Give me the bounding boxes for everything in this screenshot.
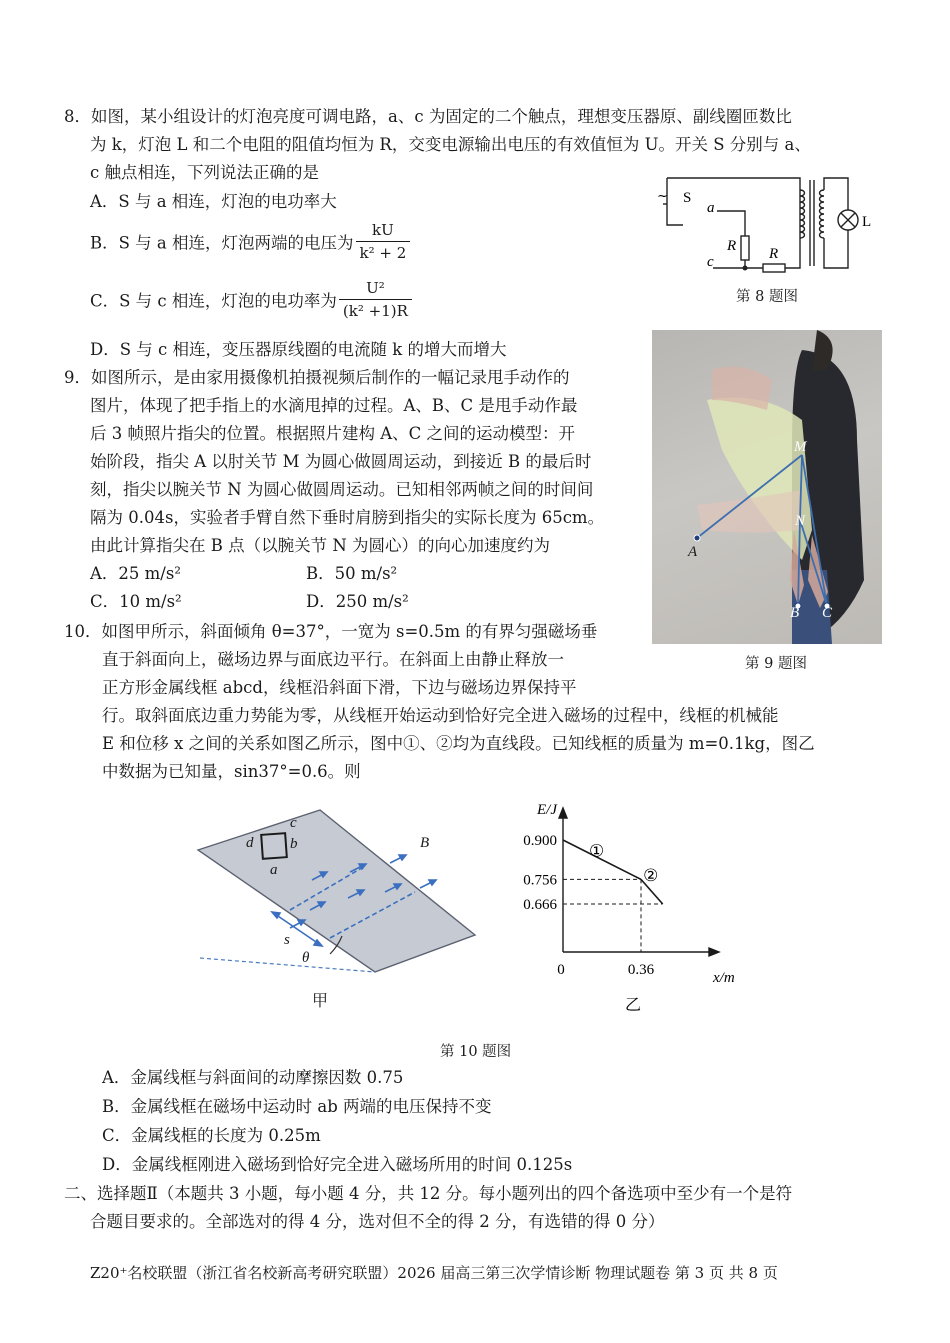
- q10-stem-line1: 10．如图甲所示，斜面倾角 θ=37°，一宽为 s=0.5m 的有界匀强磁场垂: [64, 622, 598, 641]
- q10-option-d: D．金属线框刚进入磁场到恰好完全进入磁场所用的时间 0.125s: [102, 1155, 573, 1174]
- q10-stem-line6: 中数据为已知量，sin37°=0.6。则: [102, 762, 361, 781]
- q8-figure-caption: 第 8 题图: [736, 289, 798, 305]
- q10-option-b: B．金属线框在磁场中运动时 ab 两端的电压保持不变: [102, 1097, 492, 1116]
- q8-stem-line2: 为 k，灯泡 L 和二个电阻的阻值均恒为 R，交变电源输出电压的有效值恒为 U。开关 S 分别与 a、: [90, 135, 811, 154]
- q10-jia-label-c: c: [290, 815, 297, 831]
- x-tick-label: 0.36: [627, 962, 655, 978]
- y-tick-label: 0.900: [523, 833, 557, 849]
- q9-stem-line3: 后 3 帧照片指尖的位置。根据照片建构 A、C 之间的运动模型：开: [90, 424, 576, 443]
- q8-option-b-numerator: kU: [356, 220, 411, 242]
- q8-circuit-diagram: [655, 170, 885, 280]
- section2-heading-text: 二、选择题Ⅱ（本题共 3 小题，每小题 4 分，共 12 分。每小题列出的四个备选项中至少有一个是符: [64, 1184, 793, 1203]
- q9-stem-line7: 由此计算指尖在 B 点（以腕关节 N 为圆心）的向心加速度约为: [90, 536, 551, 555]
- segment-1-label: ①: [589, 841, 605, 862]
- q9-label-m: M: [794, 439, 807, 455]
- y-tick-label: 0.666: [523, 897, 557, 913]
- q8-label-c: c: [707, 254, 714, 270]
- q9-label-b: B: [790, 605, 800, 621]
- q9-option-c: C．10 m/s²: [90, 592, 182, 611]
- q10-jia-label-d: d: [246, 835, 254, 851]
- q9-option-b: B．50 m/s²: [306, 564, 398, 583]
- q8-option-c-numerator: U²: [339, 278, 412, 300]
- q9-option-a: A．25 m/s²: [90, 564, 181, 583]
- q8-label-s: S: [683, 190, 692, 206]
- q10-jia-label-b: b: [290, 836, 298, 852]
- q8-label-r2: R: [769, 246, 779, 262]
- q8-label-r1: R: [727, 238, 737, 254]
- q9-label-c: C: [822, 605, 833, 621]
- q10-option-c: C．金属线框的长度为 0.25m: [102, 1126, 321, 1145]
- q10-stem-line2: 直于斜面向上，磁场边界与面底边平行。在斜面上由静止释放一: [102, 650, 564, 669]
- q10-jia-label-s: s: [284, 932, 290, 948]
- q10-figure-jia: [190, 800, 490, 1020]
- q10-jia-label-theta: θ: [302, 950, 310, 966]
- q8-option-c: [90, 278, 412, 321]
- q9-label-n: N: [795, 513, 806, 529]
- q8-option-b-fraction: [356, 220, 411, 263]
- q10-option-a: A．金属线框与斜面间的动摩擦因数 0.75: [102, 1068, 404, 1087]
- q9-stem-line6: 隔为 0.04s，实验者手臂自然下垂时肩膀到指尖的实际长度为 65cm。: [90, 508, 605, 527]
- q8-option-b: [90, 220, 410, 263]
- y-tick-label: 0.756: [523, 872, 557, 889]
- q8-option-c-text: C．S 与 c 相连，灯泡的电功率为: [90, 291, 337, 311]
- q8-option-d: D．S 与 c 相连，变压器原线圈的电流随 k 的增大而增大: [90, 340, 507, 359]
- q8-option-b-denominator: k² + 2: [359, 244, 407, 262]
- q8-option-c-denominator: (k² +1)R: [342, 302, 408, 320]
- q9-stem-line5: 刻，指尖以腕关节 N 为圆心做圆周运动。已知相邻两帧之间的时间间: [90, 480, 594, 499]
- q8-stem-line1: 8．如图，某小组设计的灯泡亮度可调电路，a、c 为固定的二个触点，理想变压器原、副线圈匝数比: [64, 107, 792, 126]
- q10-yi-ylabel: E/J: [537, 802, 557, 818]
- q8-stem-line3: c 触点相连，下列说法正确的是: [90, 163, 319, 182]
- q10-figure-caption: 第 10 题图: [440, 1044, 512, 1060]
- q10-figure-yi-chart: [505, 800, 755, 1020]
- section2-heading-line1: [64, 1181, 792, 1207]
- q10-stem-line5: E 和位移 x 之间的关系如图乙所示，图中①、②均为直线段。已知线框的质量为 m=0.1kg，图乙: [102, 734, 815, 753]
- q10-yi-xlabel: x/m: [713, 970, 735, 986]
- q9-label-a: A: [688, 544, 698, 560]
- q10-stem-line3: 正方形金属线框 abcd，线框沿斜面下滑，下边与磁场边界保持平: [102, 678, 577, 697]
- q10-yi-caption: 乙: [625, 995, 642, 1014]
- q8-option-c-fraction: [339, 278, 412, 321]
- q10-stem-line4: 行。取斜面底边重力势能为零，从线框开始运动到恰好完全进入磁场的过程中，线框的机械能: [102, 706, 779, 725]
- q8-source-symbol: ~: [657, 189, 668, 204]
- q8-option-a: A．S 与 a 相连，灯泡的电功率大: [90, 192, 337, 211]
- segment-2-label: ②: [643, 866, 659, 887]
- q9-photo: [652, 330, 882, 644]
- q8-label-a: a: [707, 200, 715, 216]
- q9-photo-drawing: [652, 330, 882, 644]
- q10-jia-caption: 甲: [312, 991, 329, 1010]
- page-footer: Z20⁺名校联盟（浙江省名校新高考研究联盟）2026 届高三第三次学情诊断 物理试题卷 第 3 页 共 8 页: [90, 1264, 778, 1282]
- q8-label-l: L: [862, 214, 872, 230]
- q9-stem-line4: 始阶段，指尖 A 以肘关节 M 为圆心做圆周运动，到接近 B 的最后时: [90, 452, 592, 471]
- q10-jia-label-a: a: [270, 862, 278, 878]
- q9-stem-line2: 图片，体现了把手指上的水滴甩掉的过程。A、B、C 是甩手动作最: [90, 396, 578, 415]
- section2-heading-line2: 合题目要求的。全部选对的得 4 分，选对但不全的得 2 分，有选错的得 0 分）: [90, 1212, 665, 1231]
- q9-option-d: D．250 m/s²: [306, 592, 409, 611]
- q8-option-b-text: B．S 与 a 相连，灯泡两端的电压为: [90, 233, 354, 253]
- q9-figure-caption: 第 9 题图: [745, 656, 807, 672]
- q9-stem-line1: 9．如图所示，是由家用摄像机拍摄视频后制作的一幅记录甩手动作的: [64, 368, 570, 387]
- q10-yi-origin: 0: [557, 962, 565, 978]
- q10-jia-label-field: B: [420, 835, 430, 851]
